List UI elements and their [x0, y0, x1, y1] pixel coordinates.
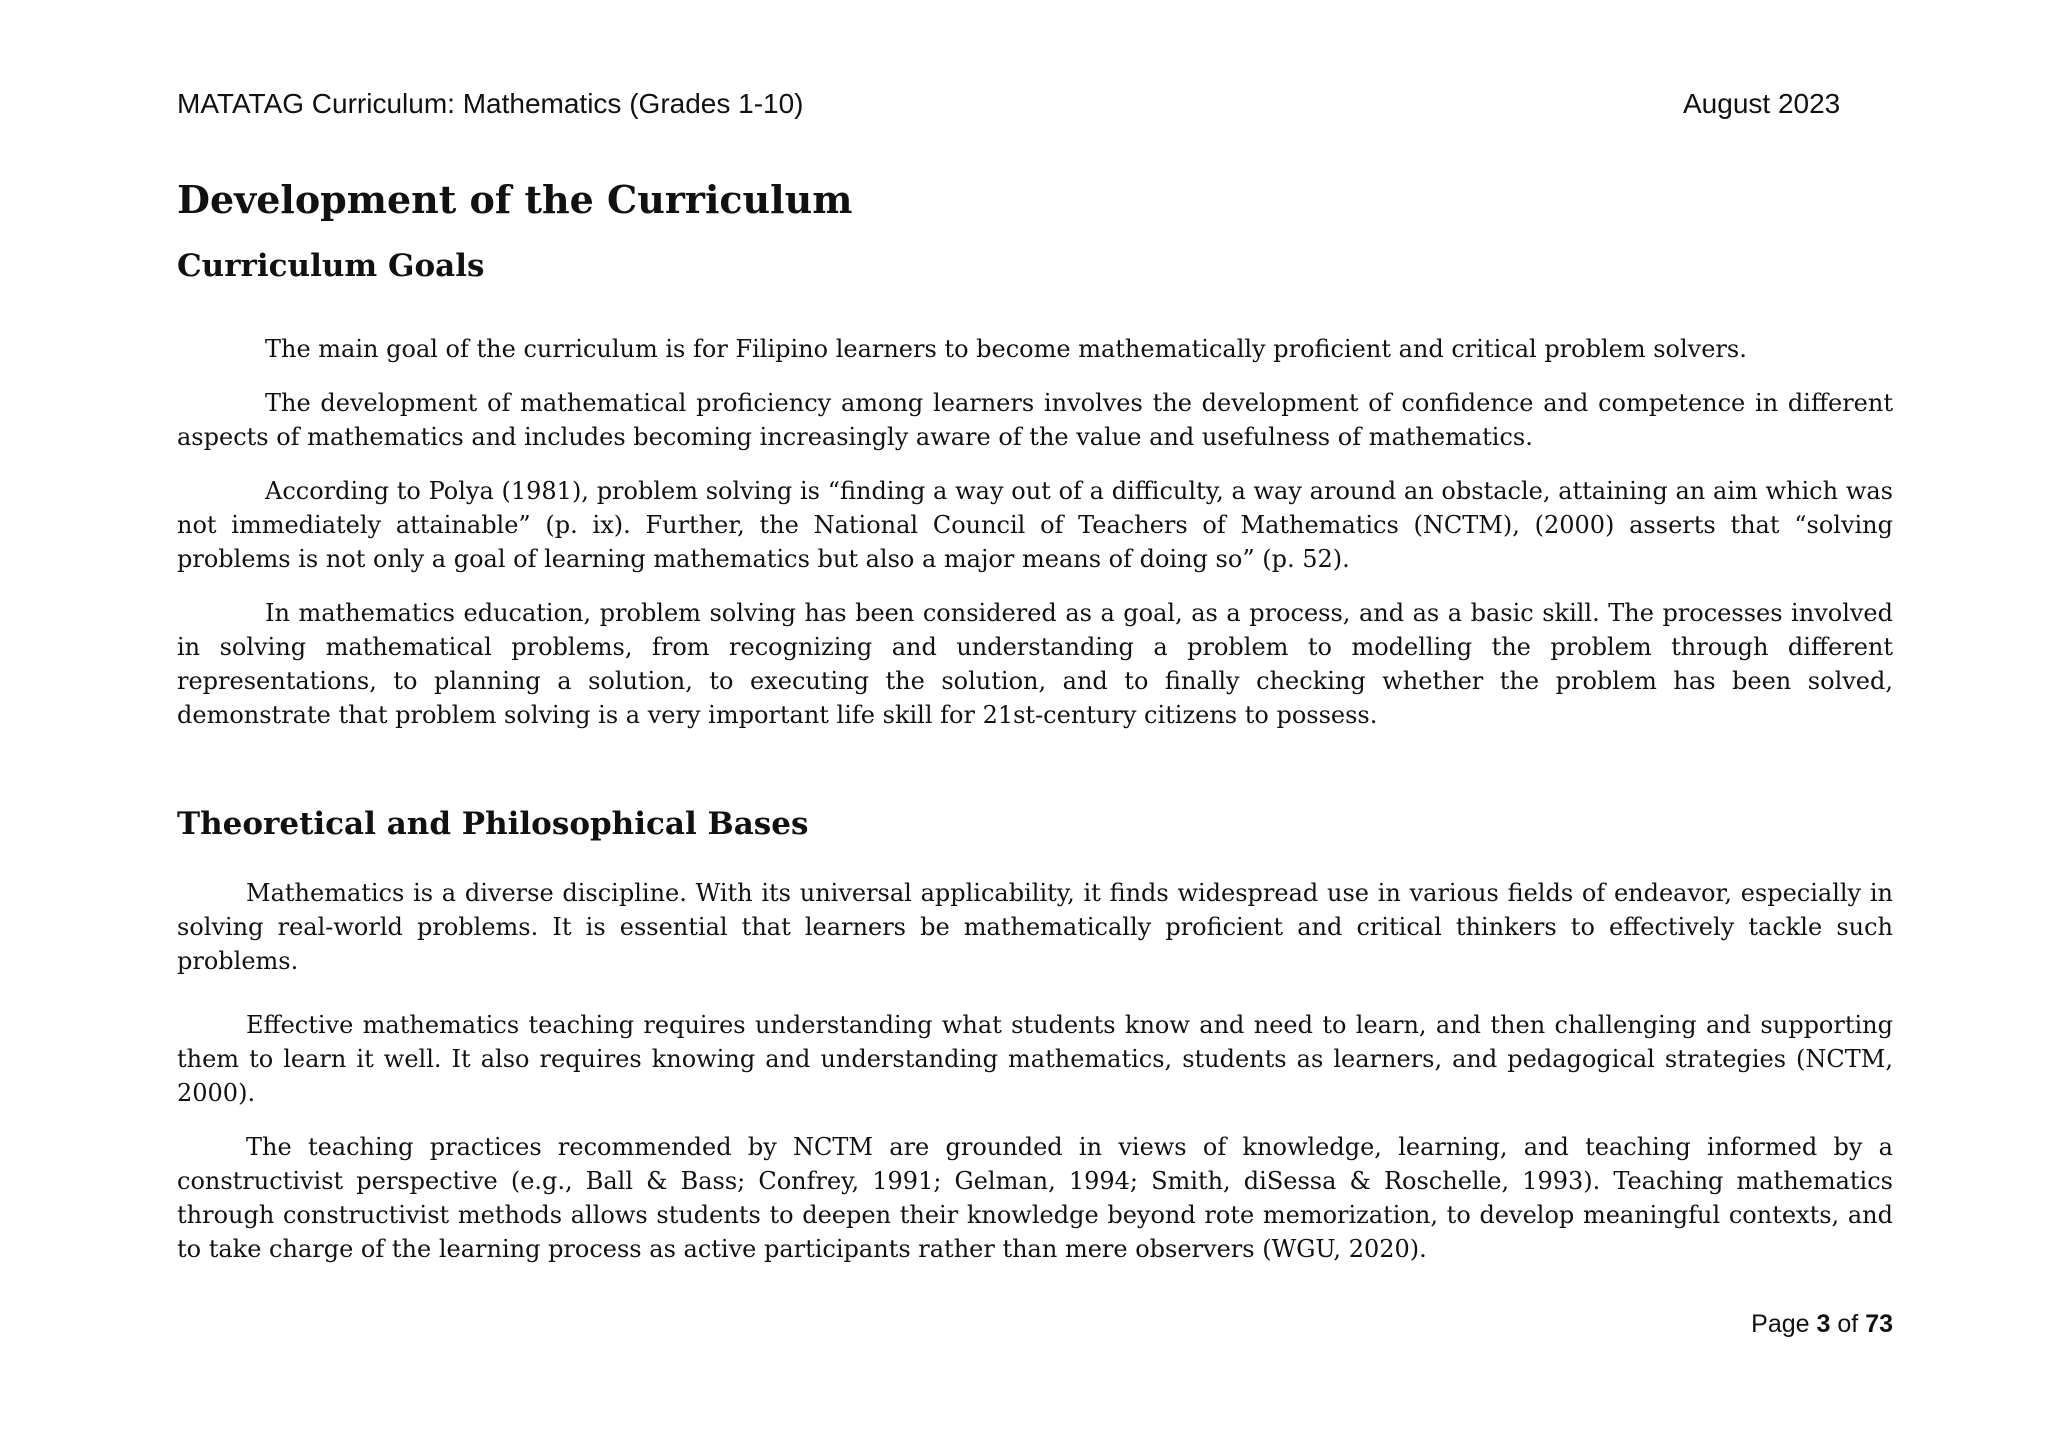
current-page-number: 3: [1816, 1310, 1831, 1338]
goals-paragraph-1: The main goal of the curriculum is for Filipino learners to become mathematically proficient and critical problem solvers.: [265, 335, 1747, 363]
bases-paragraph-3: The teaching practices recommended by NCTM are grounded in views of knowledge, learning, and teaching informed by a constructivist perspective (e.g., Ball & Bass; Confrey, 1991; Gelman, 1994; Smith, diSessa & Roschelle, 1993). Teaching mathematics through constructivist methods allows students to deepen their knowledge beyond rote memorization, to develop meaningful contexts, and to take charge of the learning process as active participants rather than mere observers (WGU, 2020).: [177, 1133, 1893, 1263]
total-page-count: 73: [1865, 1310, 1893, 1338]
goals-paragraph-4: In mathematics education, problem solving has been considered as a goal, as a process, and as a basic skill. The processes involved in solving mathematical problems, from recognizing and understanding a problem to modelling the problem through different representations, to planning a solution, to executing the solution, and to finally checking whether the problem has been solved, demonstrate that problem solving is a very important life skill for 21st-century citizens to possess.: [177, 599, 1893, 729]
running-header-title: MATATAG Curriculum: Mathematics (Grades 1-10): [177, 88, 804, 119]
curriculum-goals-section: [177, 244, 1893, 732]
running-header-date: August 2023: [1683, 88, 1841, 119]
page-title: Development of the Curriculum: [177, 177, 853, 222]
goals-paragraph-3: According to Polya (1981), problem solving is “finding a way out of a difficulty, a way around an obstacle, attaining an aim which was not immediately attainable” (p. ix). Further, the National Council of Teachers of Mathematics (NCTM), (2000) asserts that “solving problems is not only a goal of learning mathematics but also a major means of doing so” (p. 52).: [177, 477, 1893, 573]
page-of-label: of: [1837, 1310, 1859, 1338]
bases-paragraph-1: Mathematics is a diverse discipline. With its universal applicability, it finds widespread use in various fields of endeavor, especially in solving real-world problems. It is essential that learners be mathematically proficient and critical thinkers to effectively tackle such problems.: [177, 879, 1893, 975]
page-label: Page: [1751, 1310, 1810, 1338]
page-content: [177, 172, 1893, 1266]
section-heading-theoretical-bases: Theoretical and Philosophical Bases: [177, 806, 809, 842]
bases-paragraph-2: Effective mathematics teaching requires understanding what students know and need to learn, and then challenging and supporting them to learn it well. It also requires knowing and understanding mathematics, students as learners, and pedagogical strategies (NCTM, 2000).: [177, 1011, 1893, 1107]
goals-paragraph-2: The development of mathematical proficiency among learners involves the development of confidence and competence in different aspects of mathematics and includes becoming increasingly aware of the value and usefulness of mathematics.: [177, 389, 1893, 451]
section-heading-curriculum-goals: Curriculum Goals: [177, 248, 485, 284]
page-number: [1700, 1310, 1893, 1339]
theoretical-bases-section: [177, 802, 1893, 1266]
